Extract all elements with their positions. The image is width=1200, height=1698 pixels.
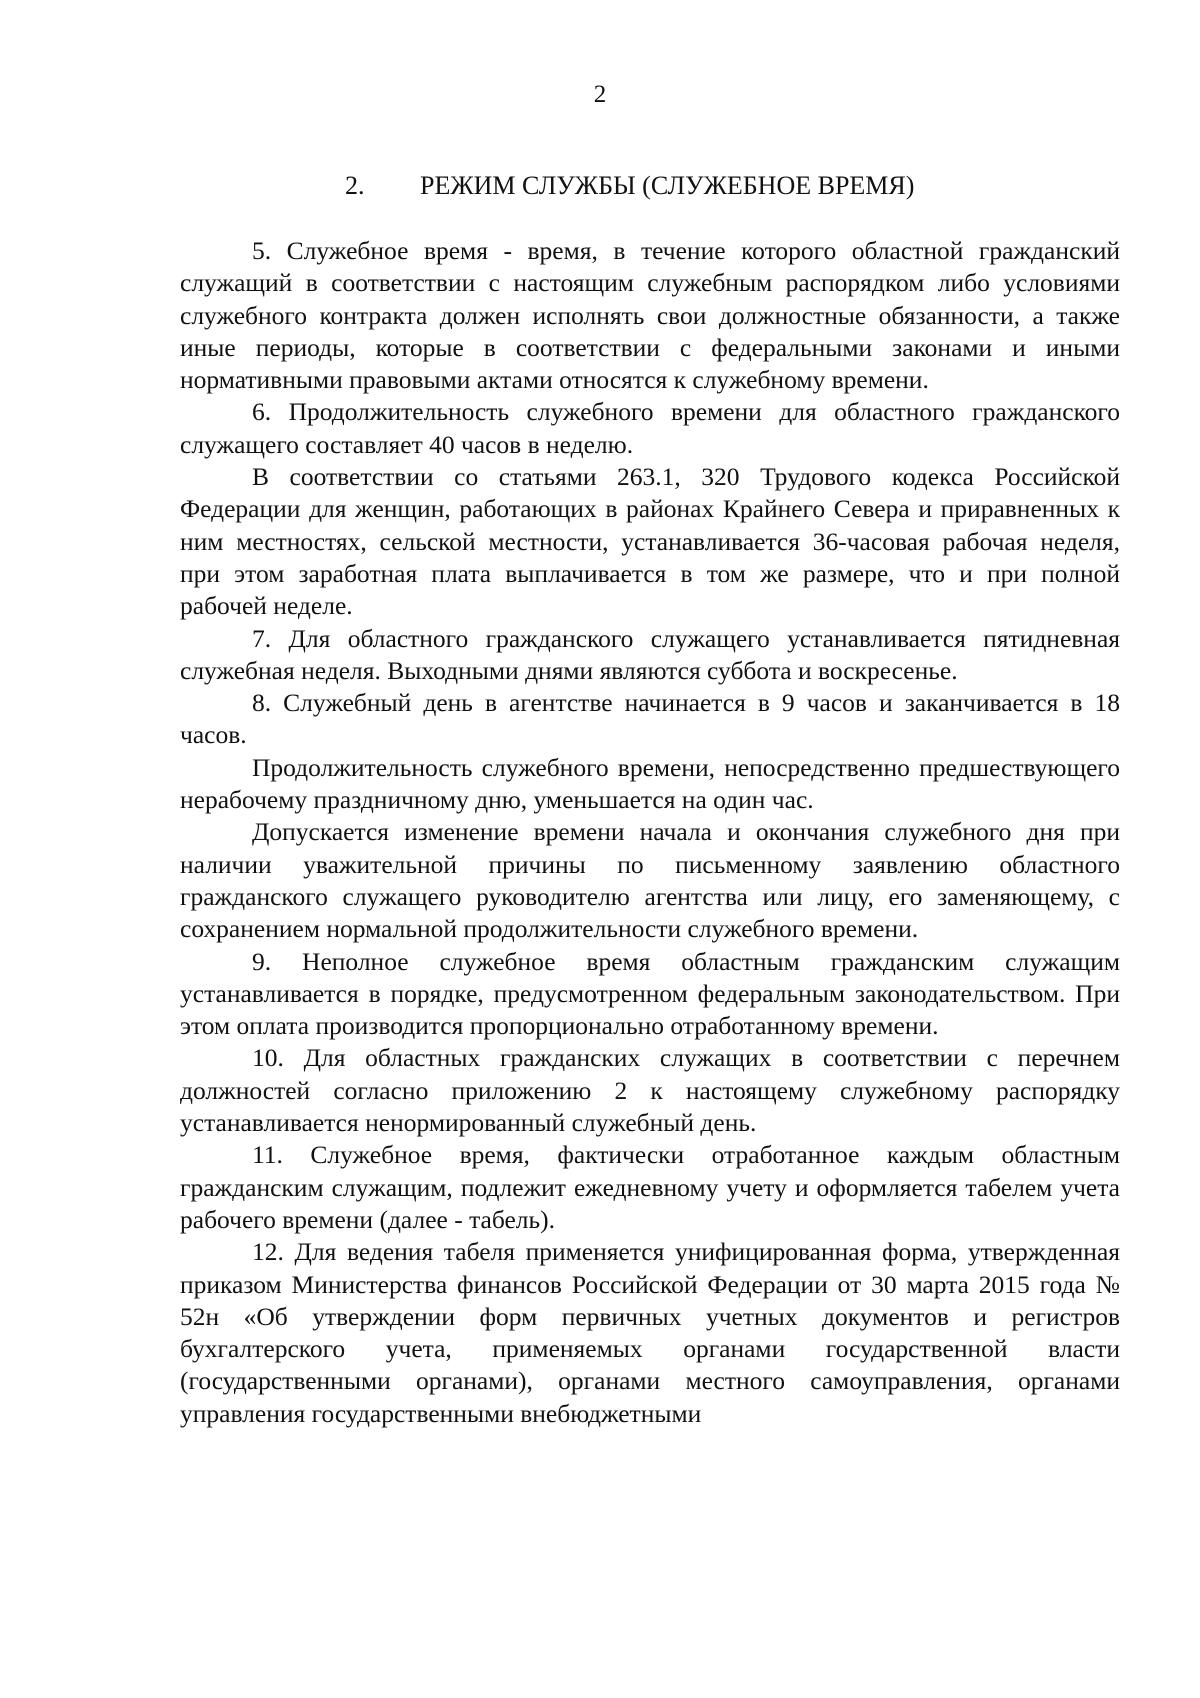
paragraph-5: 5. Служебное время - время, в течение которого областной гражданский служащий в соответствии с настоящим служебным распорядком либо условиями служебного контракта должен исполнять свои должностные обязанности, а также иные периоды, которые в соответствии с федеральными законами и иными нормативными правовыми актами относятся к служебному времени.: [180, 236, 1120, 395]
paragraph-6: 6. Продолжительность служебного времени для областного гражданского служащего составляет 40 часов в неделю.: [180, 397, 1120, 459]
body-text: [180, 235, 1120, 1430]
paragraph-12: 12. Для ведения табеля применяется унифицированная форма, утвержденная приказом Министерства финансов Российской Федерации от 30 марта 2015 года № 52н «Об утверждении форм первичных учетных документов и регистров бухгалтерского учета, применяемых органами государственной власти (государственными органами), органами местного самоуправления, органами управления государственными внебюджетными: [180, 1237, 1120, 1428]
paragraph-10: 10. Для областных гражданских служащих в соответствии с перечнем должностей согласно приложению 2 к настоящему служебному распорядку устанавливается ненормированный служебный день.: [180, 1043, 1120, 1138]
page-number: 2: [593, 81, 607, 108]
section-number: 2.: [345, 171, 365, 200]
paragraph-11: 11. Служебное время, фактически отработанное каждым областным гражданским служащим, подлежит ежедневному учету и оформляется табелем учета рабочего времени (далее - табель).: [180, 1140, 1120, 1234]
paragraph-9: 9. Неполное служебное время областным гражданским служащим устанавливается в порядке, предусмотренном федеральным законодательством. При этом оплата производится пропорционально отработанному времени.: [180, 946, 1120, 1041]
paragraph-8: 8. Служебный день в агентстве начинается в 9 часов и заканчивается в 18 часов.: [180, 688, 1120, 750]
section-heading: [345, 170, 914, 202]
paragraph-8-preholiday: Продолжительность служебного времени, непосредственно предшествующего нерабочему праздничному дню, уменьшается на один час.: [180, 752, 1120, 815]
paragraph-8-schedule-change: Допускается изменение времени начала и окончания служебного дня при наличии уважительной причины по письменному заявлению областного гражданского служащего руководителю агентства или лицу, его заменяющему, с сохранением нормальной продолжительности служебного времени.: [180, 817, 1120, 944]
paragraph-6-women-note: В соответствии со статьями 263.1, 320 Трудового кодекса Российской Федерации для женщин, работающих в районах Крайнего Севера и приравненных к ним местностях, сельской местности, устанавливается 36-часовая рабочая неделя, при этом заработная плата выплачивается в том же размере, что и при полной рабочей неделе.: [180, 462, 1120, 621]
paragraph-7: 7. Для областного гражданского служащего устанавливается пятидневная служебная неделя. Выходными днями являются суббота и воскресенье.: [180, 623, 1120, 685]
section-title: РЕЖИМ СЛУЖБЫ (СЛУЖЕБНОЕ ВРЕМЯ): [420, 171, 915, 200]
